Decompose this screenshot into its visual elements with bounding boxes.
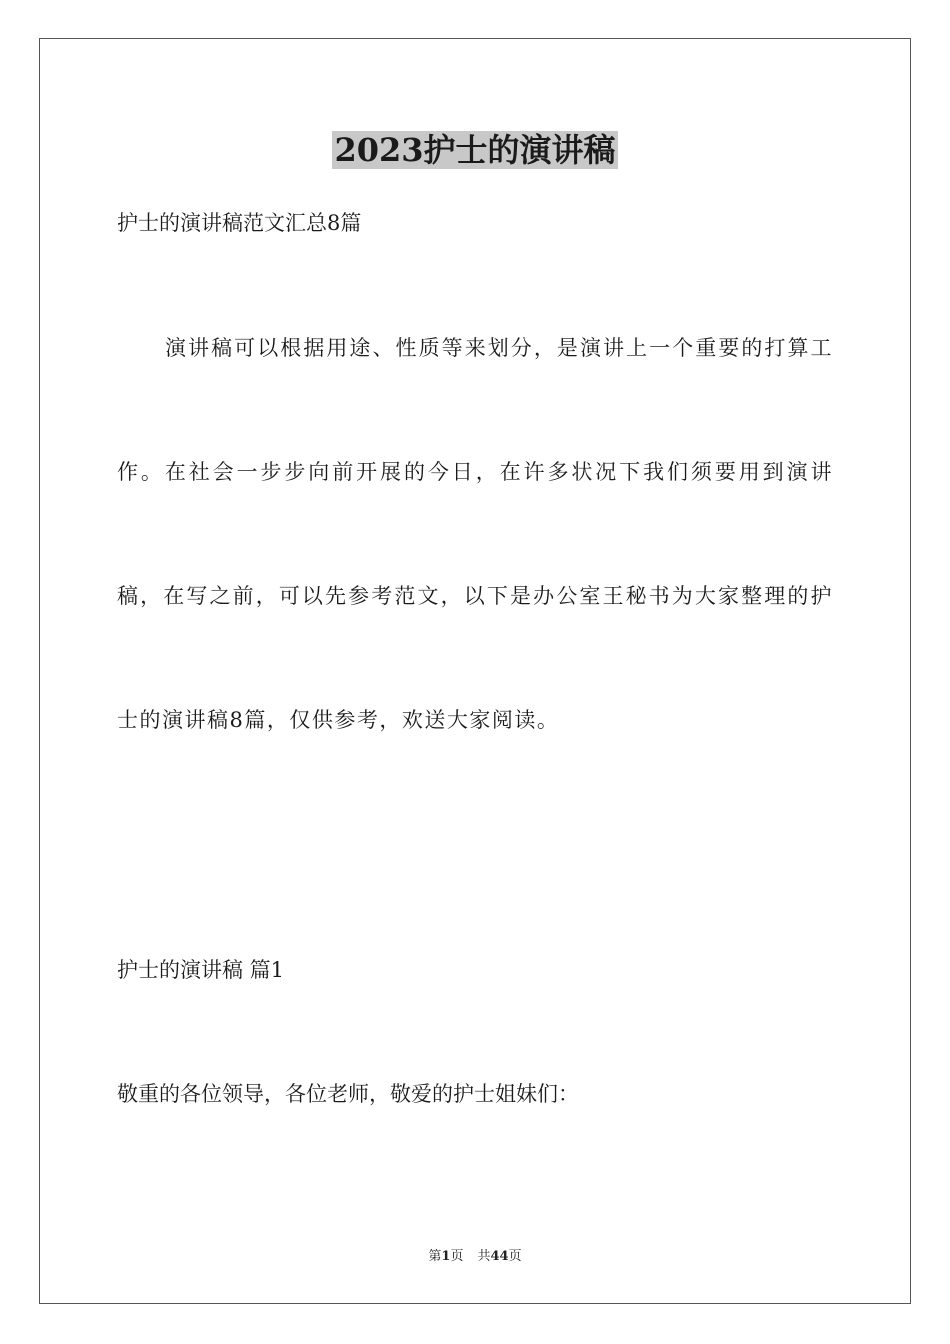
document-title-text: 2023护士的演讲稿 [334, 131, 616, 169]
intro-paragraph: 演讲稿可以根据用途、性质等来划分，是演讲上一个重要的打算工作。在社会一步步向前开展的今日，在许多状况下我们须要用到演讲稿，在写之前，可以先参考范文，以下是办公室王秘书为大家整理的护士的演讲稿8篇，仅供参考，欢送大家阅读。 [117, 336, 833, 732]
page-prefix: 第 [428, 1249, 442, 1264]
section-heading: 护士的演讲稿 篇1 [117, 958, 285, 982]
page-footer [0, 1248, 950, 1266]
page-number: 1 [441, 1249, 451, 1264]
document-subtitle: 护士的演讲稿范文汇总8篇 [117, 211, 362, 235]
total-prefix: 共 [477, 1249, 491, 1264]
total-pages: 44 [490, 1249, 509, 1264]
document-title [0, 128, 950, 172]
salutation: 敬重的各位领导，各位老师，敬爱的护士姐妹们： [117, 1082, 579, 1106]
total-suffix: 页 [508, 1249, 522, 1264]
page-suffix: 页 [450, 1249, 464, 1264]
